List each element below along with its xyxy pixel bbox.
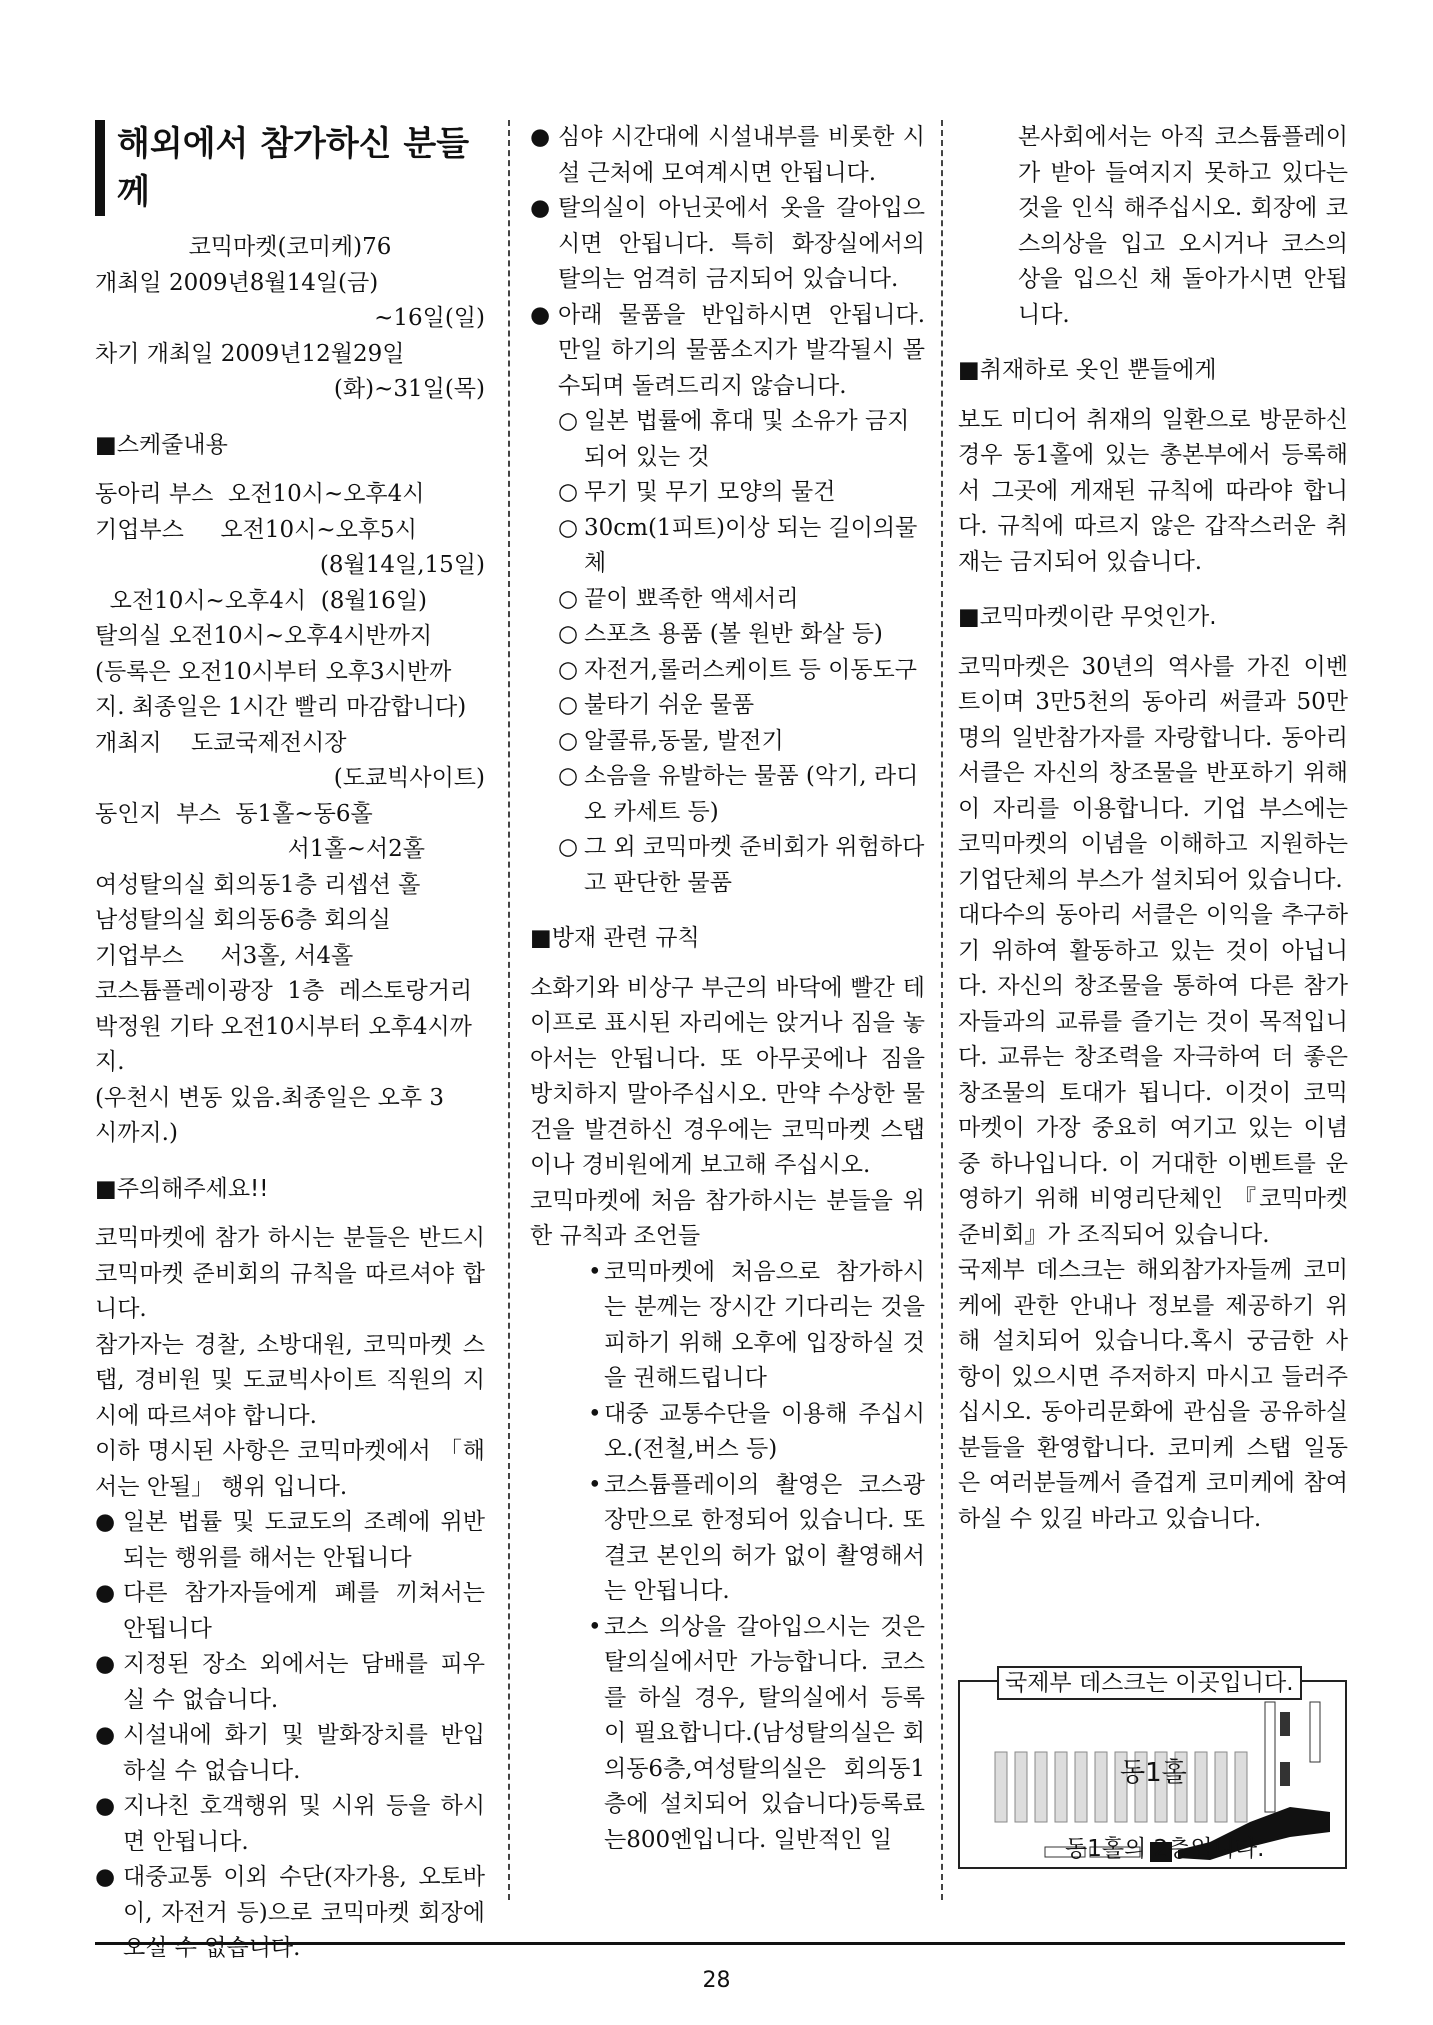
rule-bullet: ● 아래 물품을 반입하시면 안됩니다. 만일 하기의 물품소지가 발각될시 몰수되며 돌려드리지 않습니다.: [530, 298, 925, 405]
tip-item: • 코스 의상을 갈아입으시는 것은 탈의실에서만 가능합니다. 코스를 하실 경우, 탈의실에서 등록이 필요합니다.(남성탈의실은 회의동6층,여성탈의실은 회의동1층에 설치되어 있습니다)등록료는800엔입니다. 일반적인 일: [588, 1613, 925, 1853]
schedule-line: 오전10시~오후4시 (8월16일): [95, 587, 428, 614]
next-event-date: 차기 개최일 2009년12월29일: [95, 340, 405, 367]
prohibited-item: ○ 자전거,롤러스케이트 등 이동도구: [558, 656, 917, 683]
bullet-mark: ●: [95, 1580, 116, 1606]
footer-rule: [95, 1942, 1345, 1945]
map-caption: 국제부 데스크는 이곳입니다.: [997, 1666, 1302, 1700]
prohibited-item: ○ 끝이 뾰족한 액세서리: [558, 585, 799, 612]
prohibited-item: ○ 소음을 유발하는 물품 (악기, 라디오 카세트 등): [558, 763, 919, 825]
prohibited-item: ○ 일본 법률에 휴대 및 소유가 금지되어 있는 것: [558, 408, 910, 470]
caution-bullet: ● 다른 참가자들에게 폐를 끼쳐서는 안됩니다: [95, 1576, 485, 1647]
first-timer-paragraph: 코믹마켓에 처음 참가하시는 분들을 위한 규칙과 조언들: [530, 1187, 925, 1249]
column-divider-1: [508, 120, 510, 1900]
venue-name: (도쿄빅사이트): [333, 765, 485, 791]
bullet-mark: ●: [530, 124, 551, 150]
schedule-line: 박정원 기타 오전10시부터 오후4시까지.: [95, 1013, 472, 1075]
tip-item: • 코스튬플레이의 촬영은 코스광장만으로 한정되어 있습니다. 또 결코 본인의 허가 없이 촬영해서는 안됩니다.: [588, 1471, 925, 1604]
schedule-line: 서1홀~서2홀: [287, 836, 425, 862]
caution-bullet: ● 일본 법률 및 도쿄도의 조례에 위반되는 행위를 해서는 안됩니다: [95, 1505, 485, 1576]
event-date: 개최일 2009년8월14일(금): [95, 269, 379, 296]
about-heading: ■코믹마켓이란 무엇인가.: [958, 604, 1217, 630]
schedule-line: 동아리 부스 오전10시~오후4시: [95, 481, 425, 507]
caution-paragraph: 코믹마켓에 참가 하시는 분들은 반드시 코믹마켓 준비회의 규칙을 따르셔야 합니다.: [95, 1225, 485, 1322]
map-footer: 동1홀의 2층입니다.: [1065, 1836, 1265, 1862]
schedule-line: 탈의실 오전10시~오후4시반까지: [95, 623, 433, 649]
caution-paragraph: 이하 명시된 사항은 코믹마켓에서 「해서는 안될」 행위 입니다.: [95, 1438, 485, 1500]
prohibited-item: ○ 그 외 코믹마켓 준비회가 위험하다고 판단한 물품: [558, 834, 925, 896]
tip-item: • 대중 교통수단을 이용해 주십시오.(전철,버스 등): [588, 1400, 925, 1462]
schedule-line: 남성탈의실 회의동6층 회의실: [95, 907, 391, 933]
press-heading: ■취재하로 옷인 뿐들에게: [958, 357, 1217, 383]
fire-safety-paragraph: 소화기와 비상구 부근의 바닥에 빨간 테이프로 표시된 자리에는 앉거나 짐을 놓아서는 안됩니다. 또 아무곳에나 짐을 방치하지 말아주십시오. 만약 수상한 물건을 발견하신 경우에는 코믹마켓 스탭이나 경비원에게 보고해 주십시오.: [530, 974, 925, 1178]
event-name: 코믹마켓(코미케)76: [188, 234, 392, 260]
prohibited-item: ○ 불타기 쉬운 물품: [558, 692, 755, 718]
bullet-mark: ●: [95, 1864, 116, 1890]
prohibited-item: ○ 무기 및 무기 모양의 물건: [558, 479, 836, 505]
bullet-mark: ●: [530, 301, 551, 328]
page-title: 해외에서 참가하신 분들께: [95, 120, 485, 216]
prohibited-item: ○ 스포츠 용품 (볼 원반 화살 등): [558, 621, 883, 647]
caution-heading: ■주의해주세요!!: [95, 1175, 269, 1202]
bullet-mark: ●: [95, 1509, 116, 1535]
fire-safety-heading: ■방재 관련 규칙: [530, 925, 700, 951]
tip-item: • 코믹마켓에 처음으로 참가하시는 분께는 장시간 기다리는 것을 피하기 위해 오후에 입장하실 것을 권해드립니다: [588, 1258, 925, 1391]
cosplay-continued-paragraph: 본사회에서는 아직 코스튬플레이가 받아 들여지지 못하고 있다는 것을 인식 해주십시오. 회장에 코스의상을 입고 오시거나 코스의상을 입으신 채 돌아가시면 안됩니다.: [1018, 124, 1348, 328]
schedule-dates: (8월14일,15일): [319, 552, 485, 578]
caution-paragraph: 참가자는 경찰, 소방대원, 코믹마켓 스탭, 경비원 및 도쿄빅사이트 직원의 지시에 따르셔야 합니다.: [95, 1331, 485, 1429]
schedule-line: 코스튬플레이광장 1층 레스토랑거리: [95, 978, 473, 1004]
hall-label: 동1홀: [1120, 1758, 1187, 1788]
prohibited-item: ○ 알콜류,동물, 발전기: [558, 727, 784, 754]
press-paragraph: 보도 미디어 취재의 일환으로 방문하신 경우 동1홀에 있는 총본부에서 등록해서 그곳에 게재된 규칙에 따라야 합니다. 규칙에 따르지 않은 갑작스러운 취재는 금지되어 있습니다.: [958, 406, 1348, 575]
bullet-mark: ●: [530, 195, 551, 221]
schedule-line: 지. 최종일은 1시간 빨리 마감합니다): [95, 694, 467, 720]
about-paragraph: 대다수의 동아리 서클은 이익을 추구하기 위하여 활동하고 있는 것이 아닙니다. 자신의 창조물을 통하여 다른 참가자들과의 교류를 즐기는 것이 목적입니다. 교류는 창조력을 자극하여 더 좋은 창조물의 토대가 됩니다. 이것이 코믹마켓이 가장 중요히 여기고 있는 이념 중 하나입니다. 이 거대한 이벤트를 운영하기 위해 비영리단체인 『코믹마켓 준비회』가 조직되어 있습니다.: [958, 902, 1348, 1248]
column-divider-2: [941, 120, 943, 1900]
page-number: 28: [702, 1968, 731, 1993]
caution-bullet: ● 지정된 장소 외에서는 담배를 피우실 수 없습니다.: [95, 1647, 485, 1718]
schedule-line: 여성탈의실 회의동1층 리셉션 홀: [95, 871, 421, 898]
schedule-line: 개최지 도쿄국제전시장: [95, 729, 347, 756]
schedule-line: 기업부스 오전10시~오후5시: [95, 516, 417, 543]
schedule-line: 기업부스 서3홀, 서4홀: [95, 942, 354, 969]
rule-bullet: ● 심야 시간대에 시설내부를 비롯한 시설 근처에 모여계시면 안됩니다.: [530, 120, 925, 191]
bullet-mark: ●: [95, 1722, 116, 1748]
column-2: [530, 120, 925, 1858]
prohibited-item: ○ 30cm(1피트)이상 되는 길이의물체: [558, 514, 918, 576]
caution-bullet: ● 지나친 호객행위 및 시위 등을 하시면 안됩니다.: [95, 1789, 485, 1860]
bullet-mark: ●: [95, 1651, 116, 1677]
schedule-line: (우천시 변동 있음.최종일은 오후 3: [95, 1084, 444, 1111]
bullet-mark: ●: [95, 1793, 116, 1819]
caution-bullet: ● 대중교통 이외 수단(자가용, 오토바이, 자전거 등)으로 코믹마켓 회장에 오실 수 없습니다.: [95, 1860, 485, 1967]
column-3: [958, 120, 1348, 1537]
schedule-line: (등록은 오전10시부터 오후3시반까: [95, 658, 452, 685]
schedule-line: 시까지.): [95, 1120, 178, 1146]
event-date-end: ~16일(일): [374, 305, 485, 331]
schedule-heading: ■스케줄내용: [95, 431, 228, 458]
about-paragraph: 국제부 데스크는 해외참가자들께 코미케에 관한 안내나 정보를 제공하기 위해 설치되어 있습니다.혹시 궁금한 사항이 있으시면 주저하지 마시고 들러주십시오. 동아리문화에 관심을 공유하실 분들을 환영합니다. 코미케 스탭 일동은 여러분들께서 즐겁게 코미케에 참여하실 수 있길 바라고 있습니다.: [958, 1257, 1348, 1532]
rule-bullet: ● 탈의실이 아닌곳에서 옷을 갈아입으시면 안됩니다. 특히 화장실에서의 탈의는 엄격히 금지되어 있습니다.: [530, 191, 925, 298]
schedule-line: 동인지 부스 동1홀~동6홀: [95, 800, 373, 827]
about-paragraph: 코믹마켓은 30년의 역사를 가진 이벤트이며 3만5천의 동아리 써클과 50만명의 일반참가자를 자랑합니다. 동아리 서클은 자신의 창조물을 반포하기 위해 이 자리를 이용합니다. 기업 부스에는 코믹마켓의 이념을 이해하고 지원하는 기업단체의 부스가 설치되어 있습니다.: [958, 653, 1348, 893]
next-event-date-end: (화)~31일(목): [333, 376, 485, 402]
column-1: [95, 120, 485, 1967]
caution-bullet: ● 시설내에 화기 및 발화장치를 반입하실 수 없습니다.: [95, 1718, 485, 1789]
